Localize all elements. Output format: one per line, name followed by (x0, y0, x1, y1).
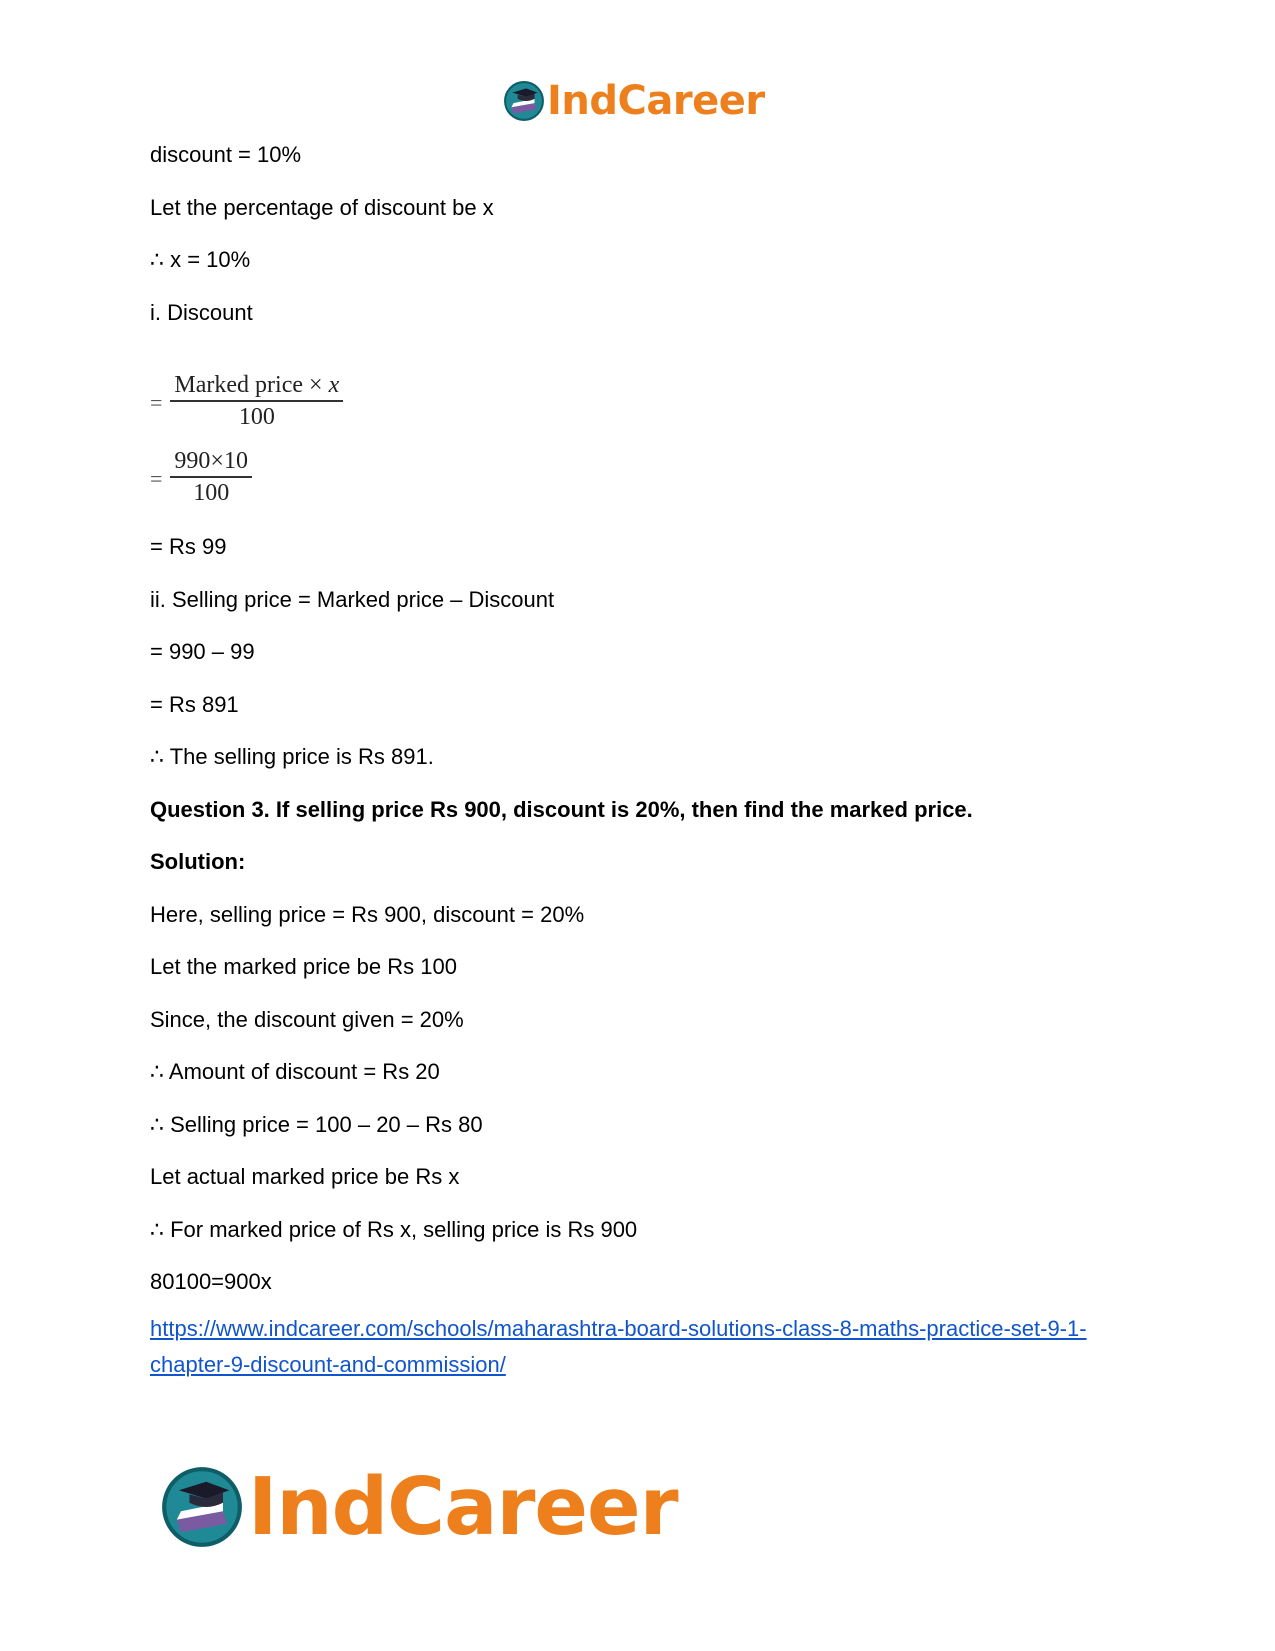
text-line: ∴ Amount of discount = Rs 20 (150, 1059, 440, 1084)
formula-discount-values (150, 446, 250, 508)
book-globe-icon (160, 1465, 244, 1549)
logo-wordmark: IndCareer (547, 78, 765, 124)
text-line: Let the marked price be Rs 100 (150, 954, 457, 979)
text-line: ∴ For marked price of Rs x, selling price is Rs 900 (150, 1217, 638, 1242)
solution-label: Solution: (150, 849, 246, 874)
text-line: ∴ x = 10% (150, 247, 251, 272)
header-logo (503, 78, 765, 124)
numerator: 990×10 (174, 448, 248, 474)
book-globe-icon (503, 80, 545, 122)
source-link[interactable]: https://www.indcareer.com/schools/maharashtra-board-solutions-class-8-maths-practice-set-9-1-chapter-9-discount-and-commission/ (150, 1316, 1087, 1377)
text-line: = 990 – 99 (150, 639, 255, 664)
text-line: Here, selling price = Rs 900, discount = 20% (150, 902, 585, 927)
denominator: 100 (170, 400, 343, 432)
logo-wordmark: IndCareer (248, 1461, 678, 1553)
question-heading: Question 3. If selling price Rs 900, discount is 20%, then find the marked price. (150, 797, 973, 822)
equals-sign: = (150, 390, 163, 415)
numerator: Marked price × x (174, 372, 340, 398)
text-line: = Rs 99 (150, 534, 227, 559)
fraction (172, 446, 250, 508)
text-line: ii. Selling price = Marked price – Discount (150, 587, 555, 612)
text-line: Since, the discount given = 20% (150, 1007, 464, 1032)
text-line: = Rs 891 (150, 692, 239, 717)
formula-discount (150, 370, 341, 432)
text-line: i. Discount (150, 300, 253, 325)
footer-logo (160, 1462, 678, 1552)
text-line: ∴ Selling price = 100 – 20 – Rs 80 (150, 1112, 483, 1137)
text-line: Let the percentage of discount be x (150, 195, 494, 220)
text-line: discount = 10% (150, 142, 302, 167)
fraction (172, 370, 341, 432)
text-line: ∴ The selling price is Rs 891. (150, 744, 434, 769)
denominator: 100 (170, 476, 252, 508)
text-line: Let actual marked price be Rs x (150, 1164, 460, 1189)
equals-sign: = (150, 466, 163, 491)
text-line: 80100=900x (150, 1269, 272, 1294)
